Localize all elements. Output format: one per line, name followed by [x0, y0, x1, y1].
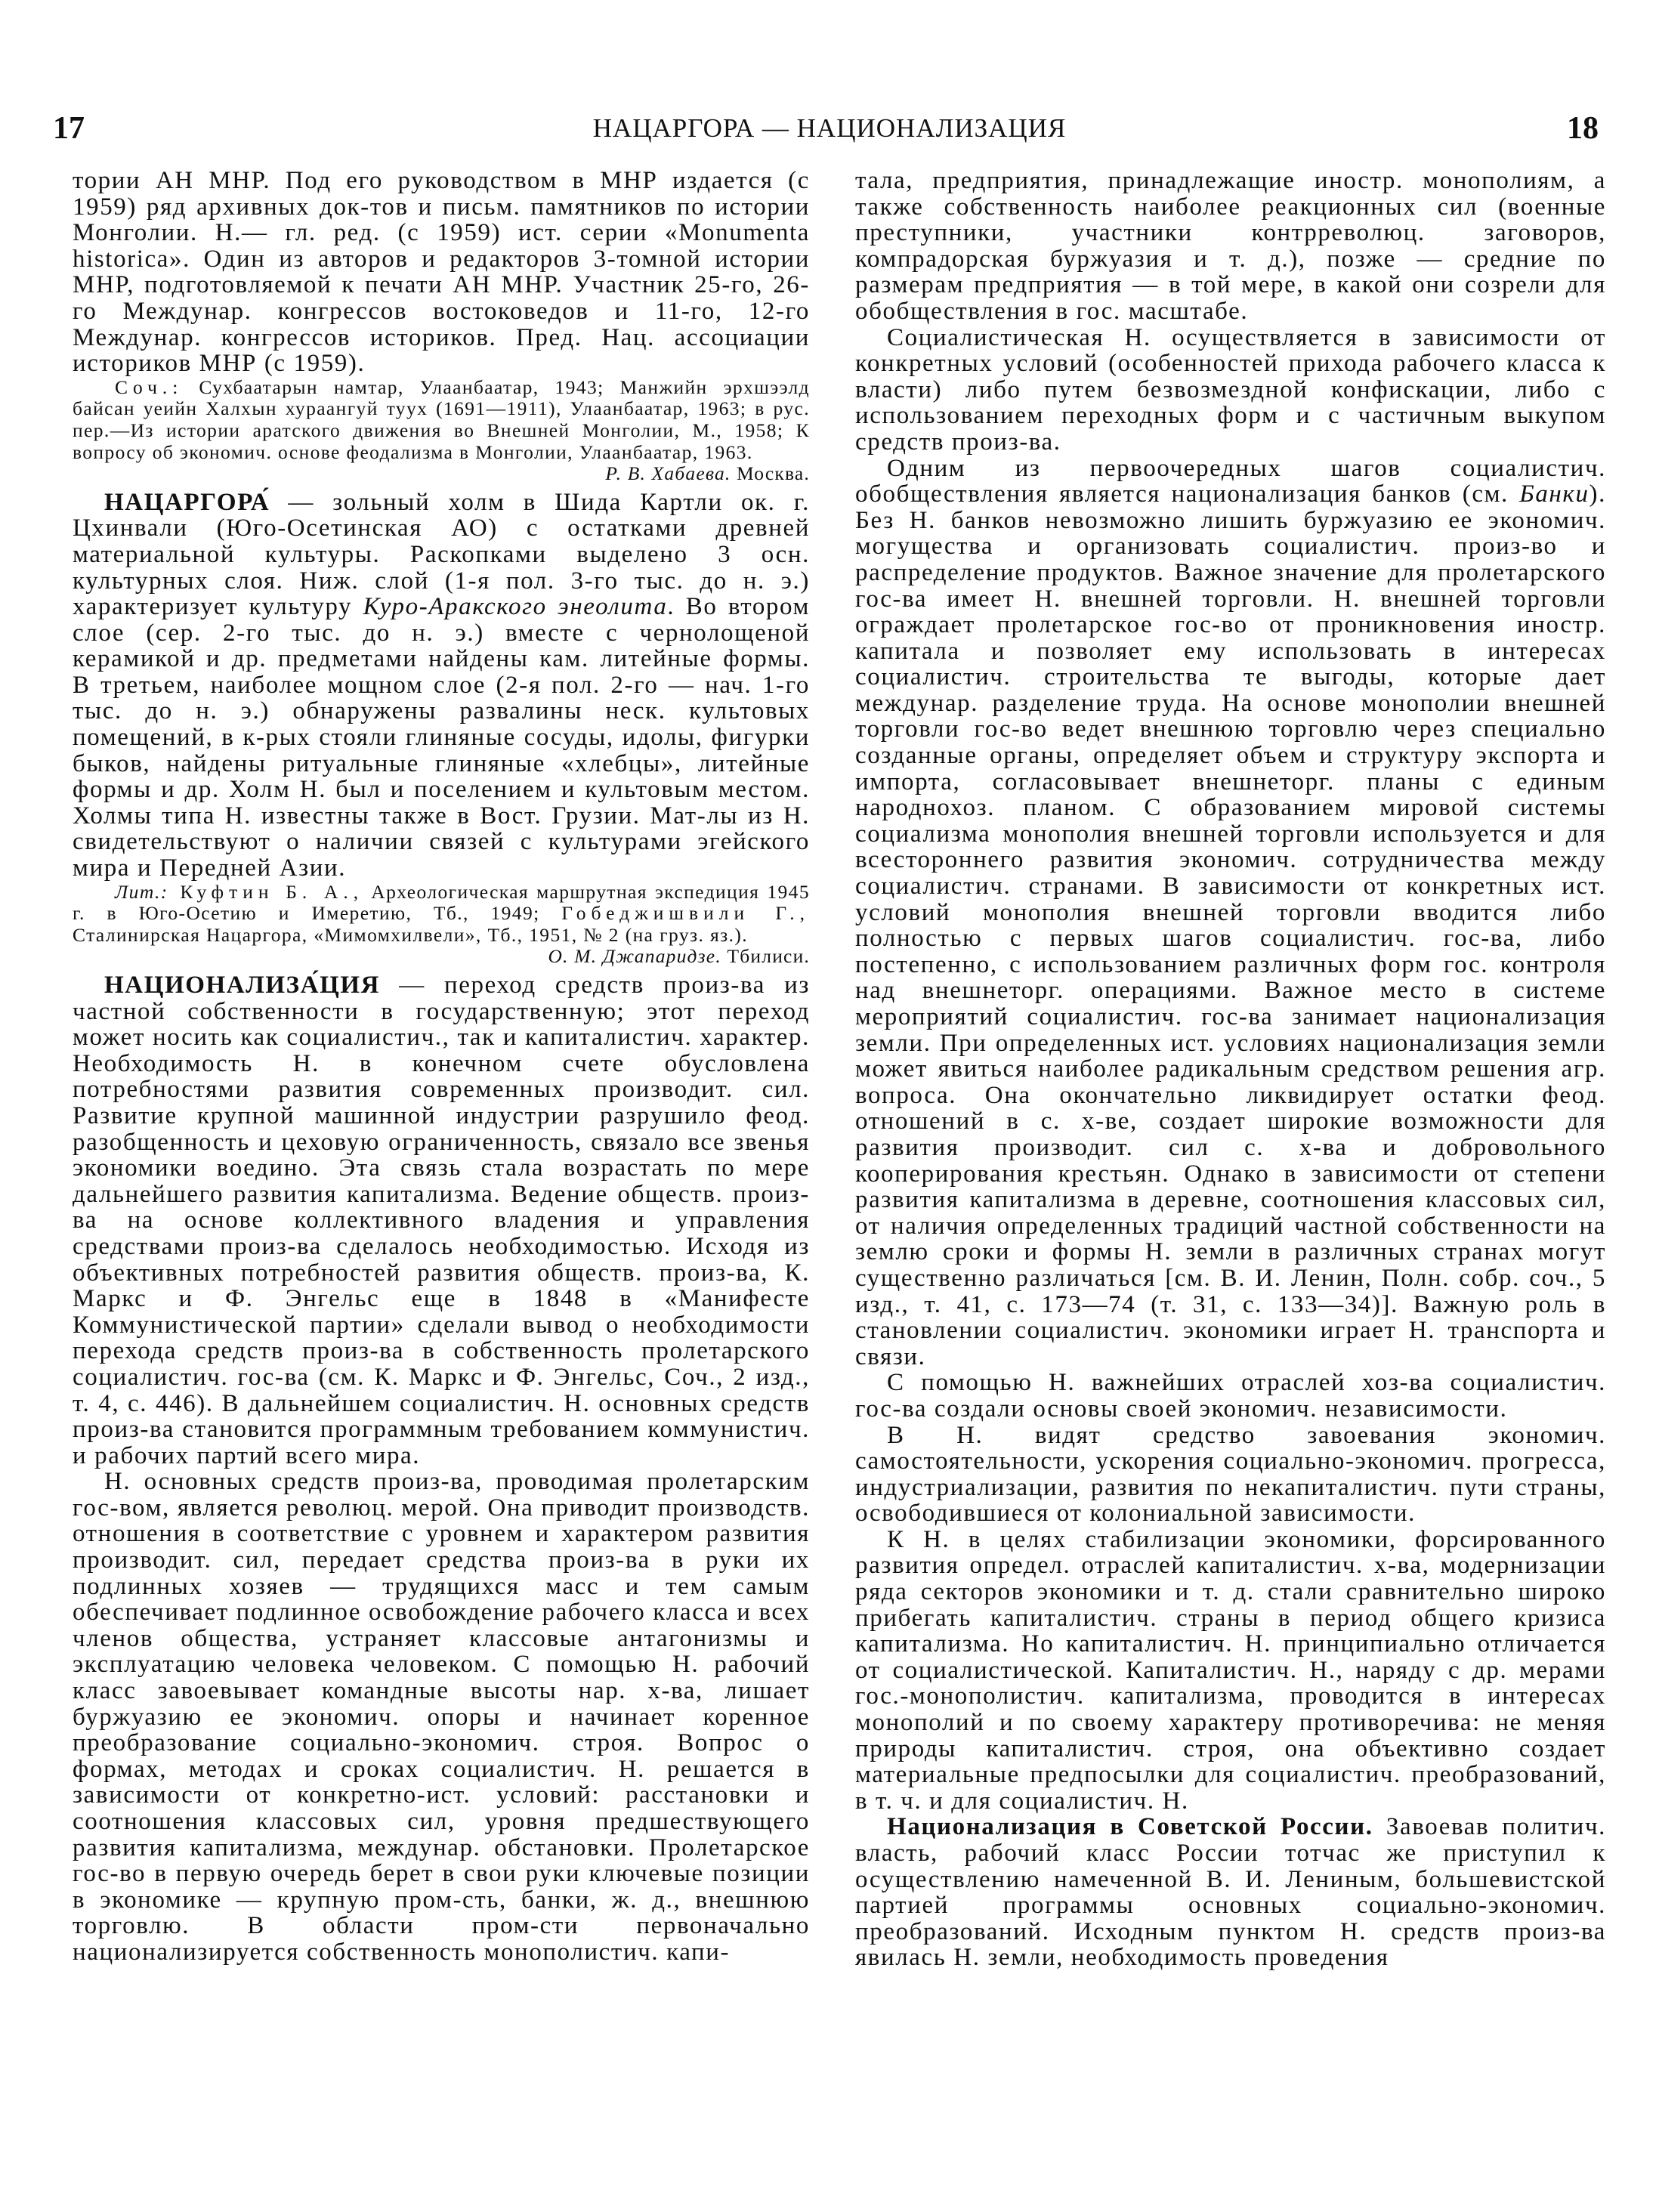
text-run: . Во втором слое (сер. 2-го тыс. до н. э.) вместе с чернолощеной керамикой и др. предметами найдены кам. литейные формы. В третьем, наиболее мощном слое (2-я пол. 2-го — нач. 1-го тыс. до н. э.) обнаружены развалины неск. культовых помещений, в к-рых стояли глиняные сосуды, идолы, фигурки быков, найдены ритуальные глиняные «хлебцы», литейные формы и др. Холм Н. был и поселением и культовым местом. Холмы типа Н. известны также в Вост. Грузии. Мат-лы из Н. свидетельствуют о наличии связей с культурами эгейского мира и Передней Азии. — [73, 593, 810, 882]
spaced-text: Соч.: — [115, 375, 184, 398]
page-number-right: 18 — [1567, 111, 1599, 146]
running-title: НАЦАРГОРА — НАЦИОНАЛИЗАЦИЯ — [592, 113, 1067, 143]
text-run: Одним из первоочередных шагов социалистич. обобществления является национализация банков (см. — [855, 454, 1606, 508]
right-column — [855, 168, 1606, 1971]
text-run: Завоевав политич. власть, рабочий класс России тотчас же приступил к осуществлению намеченной В. И. Лениным, большевистской партией программы основных социально-экономич. преобразований. Исходным пунктом Н. средств произ-ва явилась Н. земли, необходимость проведения — [855, 1813, 1606, 1972]
entry-heading: Национализация в Советской России. — [887, 1813, 1373, 1841]
body-paragraph — [73, 168, 810, 377]
italic-text: О. М. Джапаридзе. — [548, 945, 721, 968]
body-paragraph — [855, 325, 1606, 456]
text-run: Социалистическая Н. осуществляется в зависимости от конкретных условий (особенностей прихода рабочего класса к власти) либо путем безвозмездной конфискации, либо с использованием переходных форм и с частичным выкупом средств произ-ва. — [855, 323, 1606, 456]
italic-text: Лит.: — [115, 880, 168, 903]
text-run: — зольный холм в Шида Картли ок. г. Цхинвали (Юго-Осетинская АО) с остатками древней материальной культуры. Раскопками выделено 3 осн. культурных слоя. Ниж. слой (1-я пол. 3-го тыс. до н. э.) характеризует культуру — [73, 488, 810, 621]
text-run: Сталинирская Нацаргора, «Мимомхилвели», Тб., 1951, № 2 (на груз. яз.). — [73, 923, 749, 946]
entry-paragraph — [73, 972, 810, 1469]
spaced-text: Куфтин Б. А., — [168, 880, 364, 903]
text-run: Сухбаатарын намтар, Улаанбаатар, 1943; Манжийн эрхшээлд байсан уеийн Халхын хураангуй туух (1691—1911), Улаанбаатар, 1963; в рус. пер.—Из истории аратского движения во Внешней Монголии, М., 1958; К вопросу об экономич. основе феодализма в Монголии, Улаанбаатар, 1963. — [73, 375, 810, 463]
text-run: В Н. видят средство завоевания экономич. самостоятельности, ускорения социально-экономич. прогресса, индустриализации, развития по некапиталистич. пути страны, освободившиеся от колониальной зависимости. — [855, 1421, 1606, 1528]
text-run: К Н. в целях стабилизации экономики, форсированного развития определ. отраслей капиталистич. х-ва, модернизации ряда секторов экономики и т. д. стали сравнительно широко прибегать капиталистич. страны в период общего кризиса капитализма. Но капиталистич. Н. принципиально отличается от социалистической. Капиталистич. Н., наряду с др. мерами гос.-монополистич. капитализма, проводится в интересах монополий и по своему характеру противоречива: не меняя природы капиталистич. строя, она объективно создает материальные предпосылки для социалистич. преобразований, в т. ч. и для социалистич. Н. — [855, 1525, 1606, 1815]
author-signature — [73, 946, 810, 968]
bibliography-note — [73, 377, 810, 463]
body-paragraph — [855, 1423, 1606, 1527]
italic-text: Банки — [1519, 480, 1589, 508]
body-paragraph — [855, 1527, 1606, 1815]
entry-paragraph — [73, 490, 810, 882]
body-paragraph — [855, 1814, 1606, 1971]
body-paragraph — [855, 456, 1606, 1370]
text-run: — переход средств произ-ва из частной собственности в государственную; этот переход может носить как социалистич., так и капиталистич. характер. Необходимость Н. в конечном счете обусловлена потребностями развития современных производит. сил. Развитие крупной машинной индустрии разрушило феод. разобщенность и цеховую ограниченность, связало все звенья экономики воедино. Эта связь стала возрастать по мере дальнейшего развития капитализма. Ведение обществ. произ-ва на основе коллективного владения и управления средствами произ-ва сделалось необходимостью. Исходя из объективных потребностей развития обществ. произ-ва, К. Маркс и Ф. Энгельс еще в 1848 в «Манифесте Коммунистической партии» сделали вывод о необходимости перехода средств произ-ва в собственность пролетарского социалистич. гос-ва (см. К. Маркс и Ф. Энгельс, Соч., 2 изд., т. 4, с. 446). В дальнейшем социалистич. Н. основных средств произ-ва становится программным требованием коммунистич. и рабочих партий всего мира. — [73, 972, 810, 1469]
italic-text: Куро-Аракского энеолита — [363, 593, 668, 621]
text-run: С помощью Н. важнейших отраслей хоз-ва социалистич. гос-ва создали основы своей экономич. независимости. — [855, 1369, 1606, 1423]
text-run: Москва. — [731, 462, 810, 485]
text-run: ). Без Н. банков невозможно лишить буржуазию ее экономич. могущества и организовать социалистич. произ-во и распределение продуктов. Важное значение для пролетарского гос-ва имеет Н. внешней торговли. Н. внешней торговли ограждает пролетарское гос-во от проникновения иностр. капитала и позволяет ему использовать в интересах социалистич. строительства те выгоды, которые дает междунар. разделение труда. На основе монополии внешней торговли гос-во ведет внешнюю торговлю через специально созданные органы, определяет объем и структуру экспорта и импорта, согласовывает внешнеторг. планы с единым народнохоз. планом. С образованием мировой системы социализма монополия внешней торговли используется и для всестороннего развития экономич. сотрудничества между социалистич. странами. В зависимости от конкретных ист. условий монополия внешней торговли вводится либо полностью с первых шагов социалистич. гос-ва, либо постепенно, с использованием различных форм гос. контроля над внешнеторг. операциями. Важное место в системе мероприятий социалистич. гос-ва занимает национализация земли. При определенных ист. условиях национализация земли может явиться наиболее радикальным средством решения агр. вопроса. Она окончательно ликвидирует остатки феод. отношений в с. х-ве, создает широкие возможности для развития производит. сил с. х-ва и добровольного кооперирования крестьян. Однако в зависимости от степени развития капитализма в деревне, соотношения классовых сил, от наличия определенных традиций частной собственности на землю сроки и формы Н. земли в различных странах могут существенно различаться [см. В. И. Ленин, Полн. собр. соч., 5 изд., т. 41, с. 173—74 (т. 31, с. 133—34)]. Важную роль в становлении социалистич. экономики играет Н. транспорта и связи. — [855, 480, 1606, 1370]
page-number-left: 17 — [53, 111, 85, 146]
entry-heading: НАЦИОНАЛИЗА́ЦИЯ — [104, 972, 381, 999]
text-run: Тбилиси. — [721, 945, 810, 968]
author-signature — [73, 463, 810, 485]
body-paragraph — [855, 168, 1606, 325]
text-run: тала, предприятия, принадлежащие иностр. монополиям, а также собственность наиболее реакционных сил (военные преступники, участники контрреволюц. заговоров, компрадорская буржуазия и т. д.), позже — средние по размерам предприятия — в той мере, в какой они созрели для обобществления в гос. масштабе. — [855, 167, 1606, 325]
text-run: Археологическая маршрутная экспедиция 1945 г. в Юго-Осетию и Имеретию, Тб., 1949; — [73, 880, 810, 925]
bibliography-note — [73, 882, 810, 947]
italic-text: Р. В. Хабаева. — [605, 462, 731, 485]
entry-heading: НАЦАРГОРА́ — [104, 488, 270, 516]
body-paragraph — [73, 1469, 810, 1965]
body-paragraph — [855, 1370, 1606, 1422]
text-run: Н. основных средств произ-ва, проводимая пролетарским гос-вом, является революц. мерой. Она приводит производств. отношения в соответствие с уровнем и характером развития производит. сил, передает средства произ-ва в руки их подлинных хозяев — трудящихся масс и тем самым обеспечивает подлинное освобождение рабочего класса и всех членов общества, устраняет классовые антагонизмы и эксплуатацию человека человеком. С помощью Н. рабочий класс завоевывает командные высоты нар. х-ва, лишает буржуазию ее экономич. опоры и начинает коренное преобразование социально-экономич. строя. Вопрос о формах, методах и сроках социалистич. Н. решается в зависимости от конкретно-ист. условий: расстановки и соотношения классовых сил, уровня предшествующего развития капитализма, междунар. обстановки. Пролетарское гос-во в первую очередь берет в свои руки ключевые позиции в экономике — крупную пром-сть, банки, ж. д., внешнюю торговлю. В области пром-сти первоначально национализируется собственность монополистич. капи- — [73, 1468, 810, 1966]
left-column — [73, 168, 810, 1966]
text-run: тории АН МНР. Под его руководством в МНР издается (с 1959) ряд архивных док-тов и письм. памятников по истории Монголии. Н.— гл. ред. (с 1959) ист. серии «Monumenta historica». Один из авторов и редакторов 3-томной истории МНР, подготовляемой к печати АН МНР. Участник 25-го, 26-го Междунар. конгрессов востоковедов и 11-го, 12-го Междунар. конгрессов историков. Пред. Нац. ассоциации историков МНР (с 1959). — [73, 167, 810, 378]
spaced-text: Гобеджишвили Г., — [561, 902, 811, 925]
